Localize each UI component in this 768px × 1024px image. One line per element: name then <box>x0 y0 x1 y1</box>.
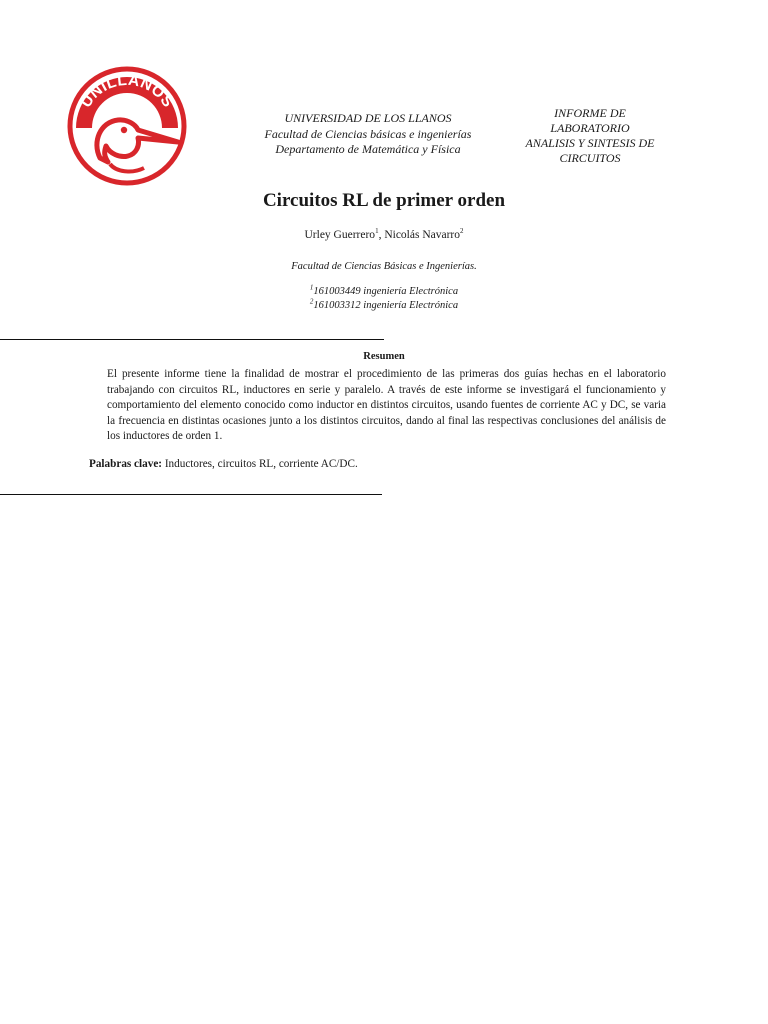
report-line: INFORME DE <box>554 106 626 120</box>
institution-block <box>248 111 488 158</box>
affiliation: Facultad de Ciencias Básicas e Ingenierías. <box>291 261 477 272</box>
faculty-name: Facultad de Ciencias básicas e ingenierías <box>264 126 472 141</box>
university-name: UNIVERSIDAD DE LOS LLANOS <box>284 111 452 125</box>
report-type-block <box>510 106 670 166</box>
student-id-line: $^1$161003449 ingeniería Electrónica <box>309 283 459 297</box>
student-ids <box>0 285 768 313</box>
abstract-heading: Resumen <box>363 351 405 362</box>
keywords-line <box>89 458 689 470</box>
department-name: Departamento de Matemática y Física <box>275 142 461 156</box>
author-name: Urley Guerrero <box>304 229 376 241</box>
top-divider <box>0 339 384 340</box>
author-name: Nicolás Navarro <box>384 229 460 241</box>
university-logo <box>66 66 188 186</box>
student-id-line: $^2$161003312 ingeniería Electrónica <box>309 297 459 311</box>
keywords-text: Inductores, circuitos RL, corriente AC/DC. <box>162 458 358 470</box>
author-affiliation-mark: 1 <box>375 227 379 236</box>
document-title: Circuitos RL de primer orden <box>262 190 506 211</box>
logo-lettering: UNILLANOS <box>77 71 177 111</box>
report-line: CIRCUITOS <box>559 151 621 165</box>
author-affiliation-mark: 2 <box>460 227 464 236</box>
bottom-divider <box>0 494 382 495</box>
report-line: ANALISIS Y SINTESIS DE <box>525 136 655 150</box>
abstract-body: El presente informe tiene la finalidad de mostrar el procedimiento de las primeras dos guías hechas en el laboratorio trabajando con circuitos RL, inductores en serie y paralelo. A través de este informe se investigará el funcionamiento y comportamiento del elemento conocido como inductor en distintos circuitos, usando fuentes de corriente AC y DC, se varia la frecuencia en distintas ocasiones junto a los distintos circuitos, dando al final las respectivas conclusiones del análisis de los inductores de orden 1. <box>107 368 666 442</box>
authors-line <box>0 229 768 241</box>
report-line: LABORATORIO <box>550 121 630 135</box>
keywords-label: Palabras clave: <box>89 458 163 470</box>
author-separator: , <box>378 229 385 241</box>
